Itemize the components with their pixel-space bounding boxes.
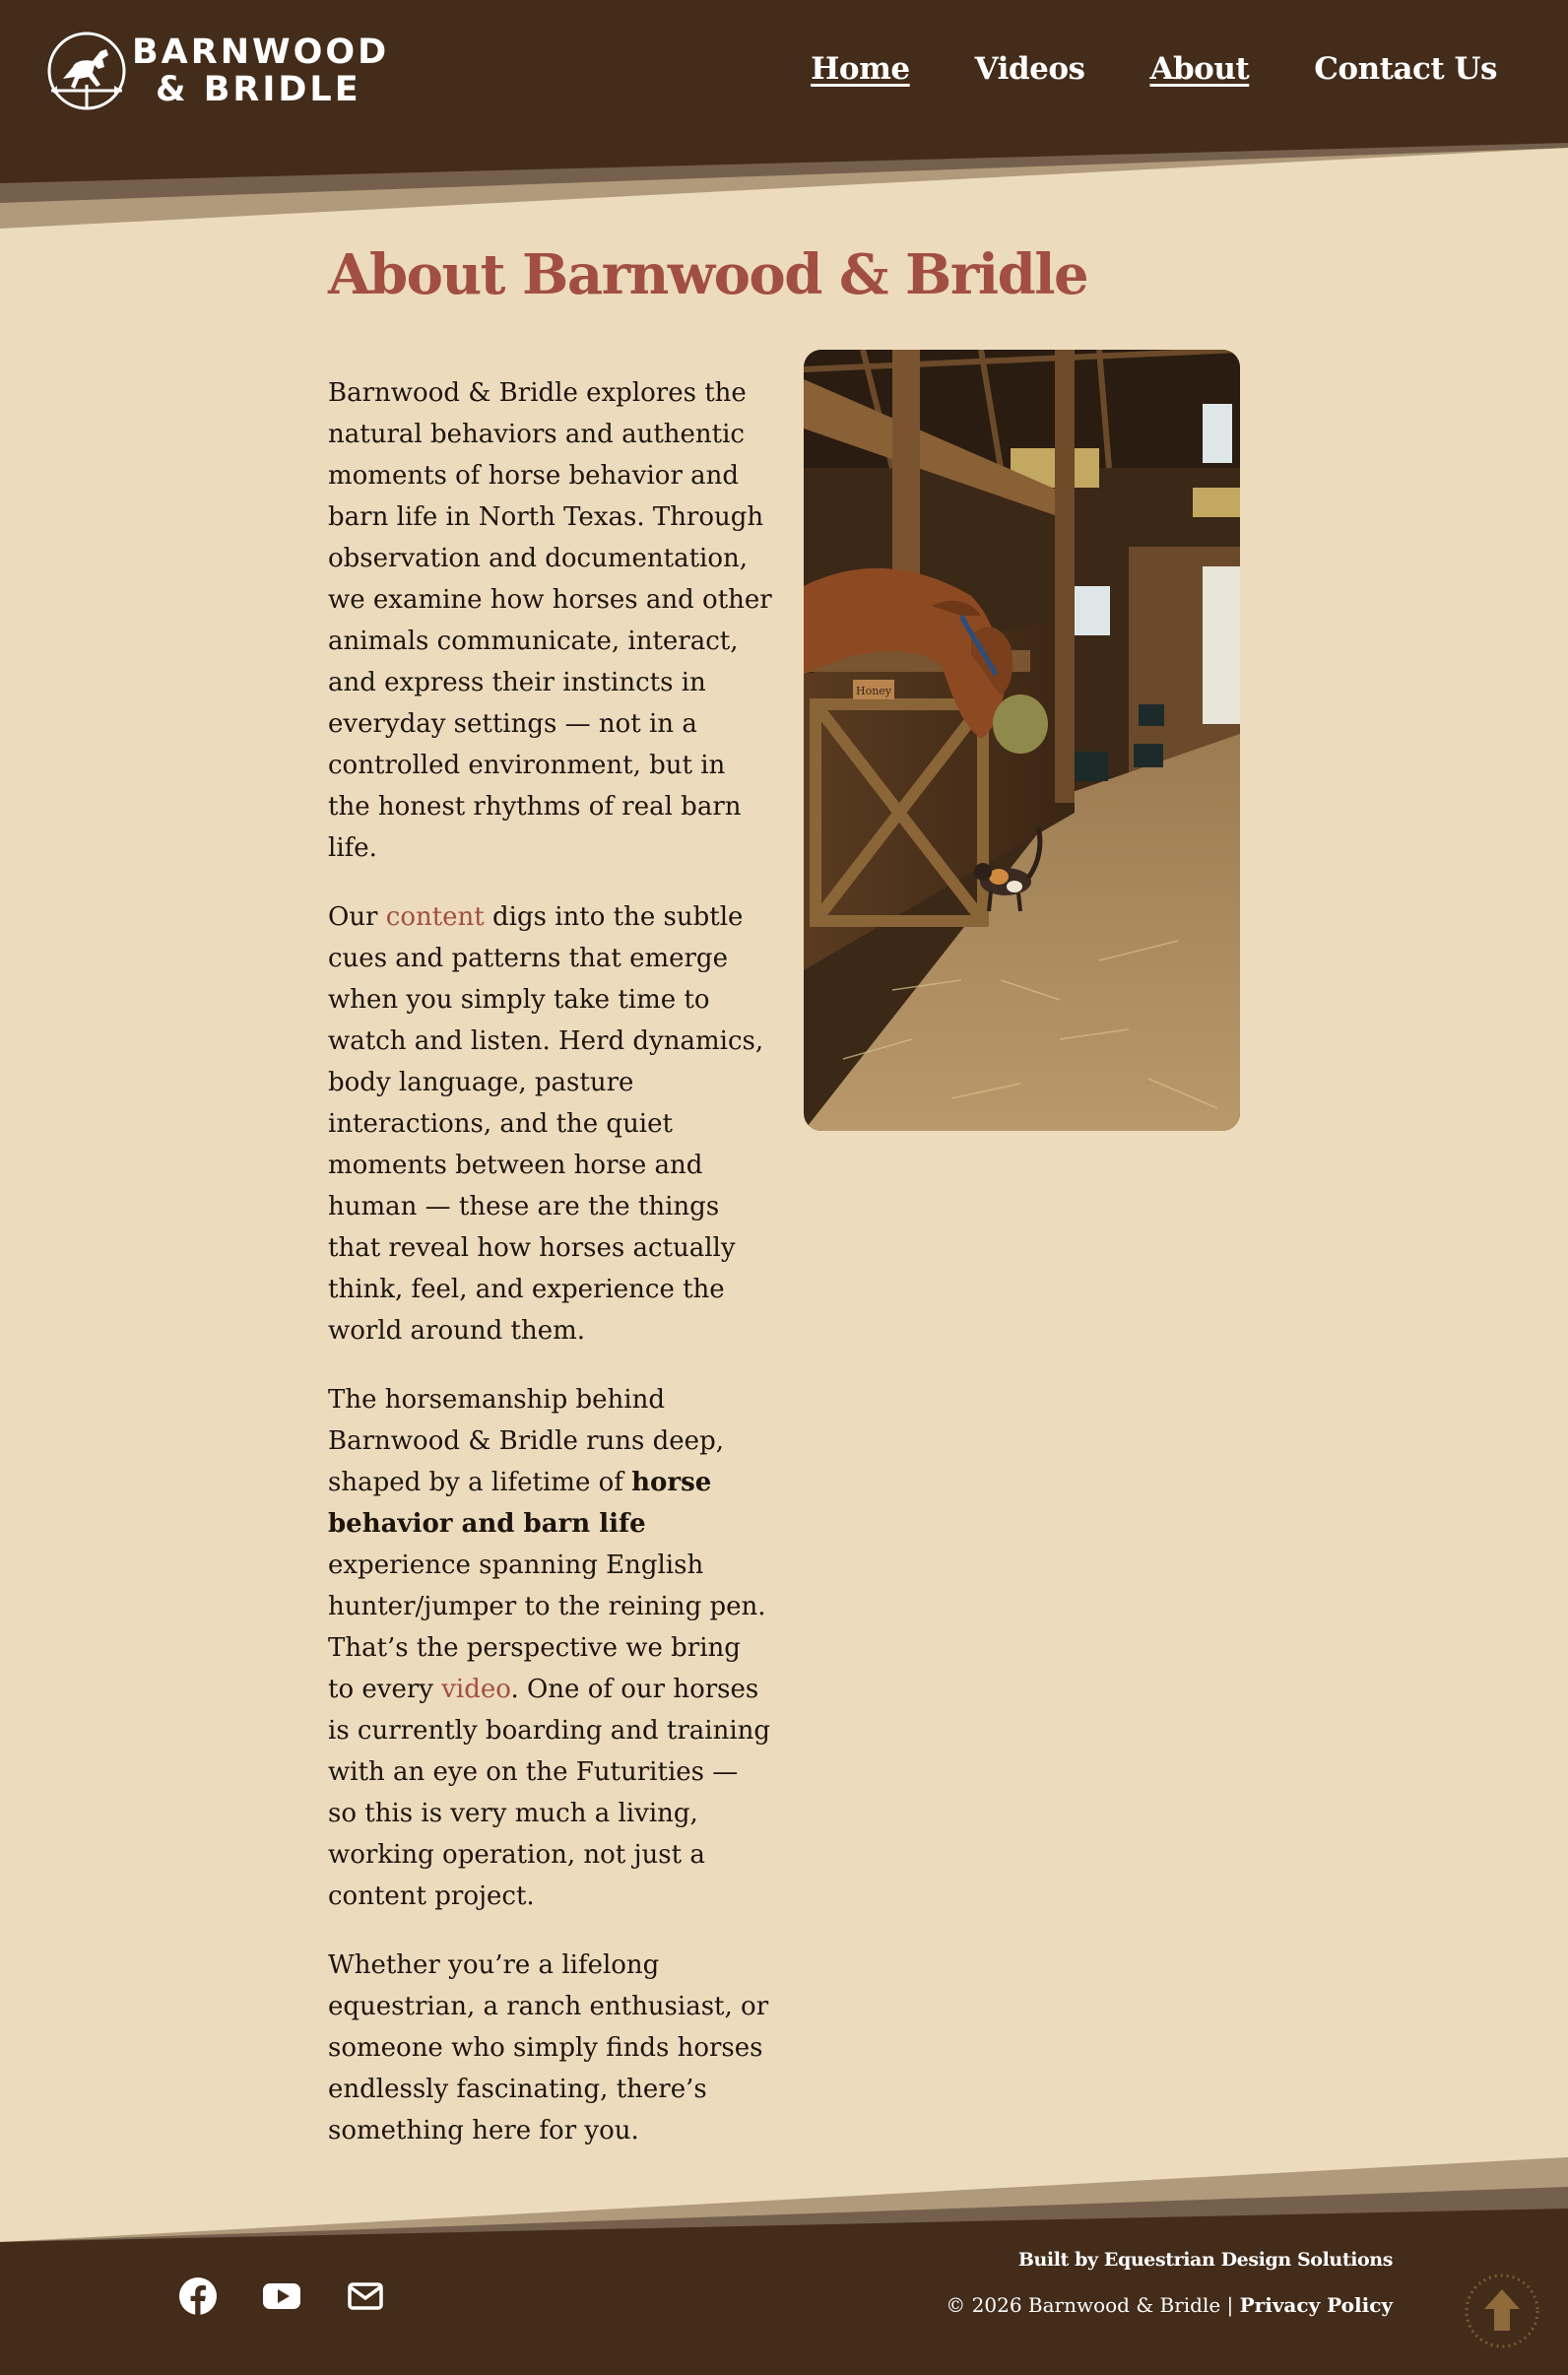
email-link[interactable] — [345, 2276, 386, 2317]
nav-about[interactable]: About — [1149, 51, 1250, 87]
paragraph-content — [328, 896, 773, 1352]
main-nav — [746, 51, 1497, 87]
mail-icon — [345, 2276, 386, 2317]
brand-name-line1: BARNWOOD — [132, 33, 390, 72]
privacy-policy-link[interactable]: Privacy Policy — [1239, 2293, 1393, 2317]
barn-scene-illustration — [804, 350, 1240, 1131]
brand-name-line2: & BRIDLE — [156, 70, 361, 109]
nav-videos[interactable]: Videos — [974, 51, 1085, 87]
bold-text: horse behavior and barn life — [328, 1468, 712, 1539]
paragraph-text: . One of our horses is currently boarding and training with an eye on the Futurities — so this is very much a living, working operation, not just a content project. — [328, 1675, 771, 1911]
paragraph-intro: Barnwood & Bridle explores the natural behaviors and authentic moments of horse behavior and barn life in North Texas. Through observation and documentation, we examine how horses and other animals communicate, interact, and express their instincts in everyday settings — not in a controlled environment, but in the honest rhythms of real barn life. — [328, 378, 772, 863]
paragraph-horsemanship — [328, 1379, 773, 1917]
paragraph-closing: Whether you’re a lifelong equestrian, a ranch enthusiast, or someone who simply finds horses endlessly fascinating, there’s something here for you. — [328, 1950, 769, 2145]
built-by-credit: Built by Equestrian Design Solutions — [1017, 2249, 1393, 2271]
nav-home[interactable]: Home — [811, 51, 910, 87]
paragraph-text: experience spanning English hunter/jumper to the reining pen. That’s the perspective we bring to every — [328, 1550, 766, 1704]
site-footer — [0, 2157, 1568, 2375]
copyright-text: © 2026 Barnwood & Bridle | — [946, 2293, 1234, 2317]
brand-name — [132, 33, 389, 108]
youtube-link[interactable] — [261, 2276, 302, 2317]
copyright — [946, 2293, 1393, 2317]
site-header — [0, 0, 1568, 236]
paragraph-text: Our — [328, 902, 386, 932]
facebook-link[interactable] — [177, 2276, 219, 2317]
arrow-up-icon — [1463, 2272, 1541, 2350]
barn-photo — [804, 350, 1240, 1131]
back-to-top-button[interactable] — [1463, 2272, 1541, 2350]
about-content — [328, 372, 773, 2179]
stall-nameplate: Honey — [855, 685, 892, 697]
nav-contact-us[interactable]: Contact Us — [1314, 51, 1497, 87]
youtube-icon — [261, 2276, 302, 2317]
page-title: About Barnwood & Bridle — [328, 242, 1088, 307]
paragraph-text: digs into the subtle cues and patterns that emerge when you simply take time to watch and listen. Herd dynamics, body language, pasture interactions, and the quiet moments between horse and human — these are the things that reveal how horses actually think, feel, and experience the world around them. — [328, 902, 764, 1346]
social-links — [177, 2276, 386, 2317]
paragraph-text: The horsemanship behind Barnwood & Bridle runs deep, shaped by a lifetime of — [328, 1385, 724, 1497]
brand-logo-link[interactable] — [45, 30, 389, 112]
facebook-icon — [177, 2276, 219, 2317]
content-link[interactable]: content — [385, 902, 485, 932]
video-link[interactable]: video — [441, 1675, 511, 1704]
horse-weathervane-icon — [45, 30, 128, 112]
